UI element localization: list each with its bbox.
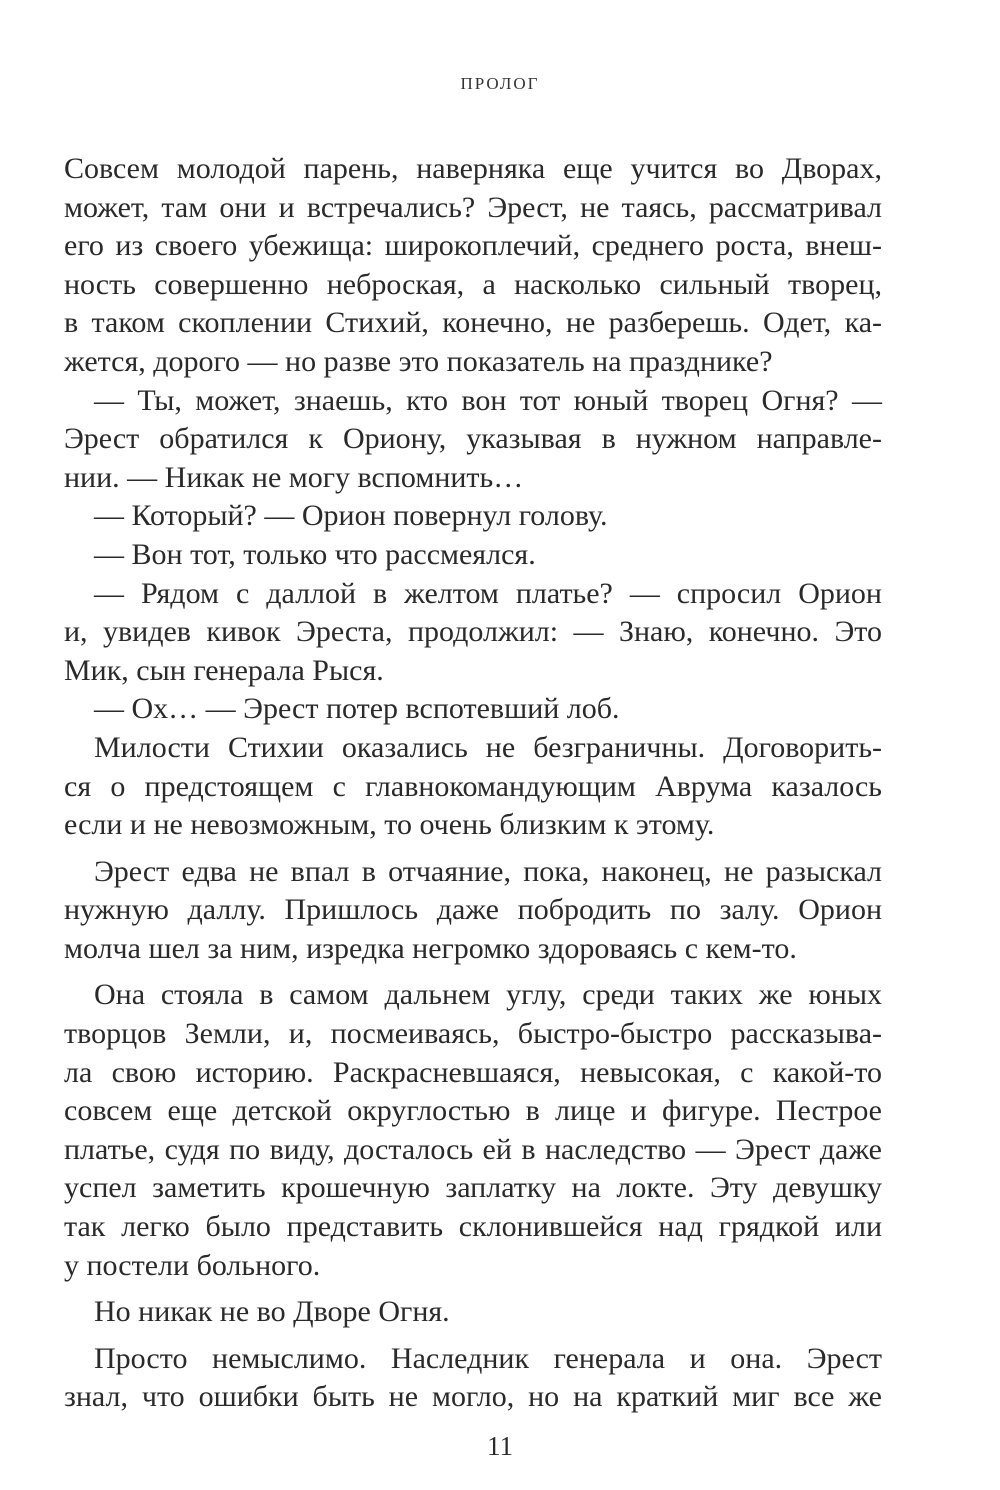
text-line: его из своего убежища: широкоплечий, среднего роста, внеш- xyxy=(64,229,882,263)
text-line: — Ох… — Эрест потер вспотевший лоб. xyxy=(94,692,620,726)
text-line: — Вон тот, только что рассмеялся. xyxy=(94,537,536,571)
text-line: ла свою историю. Раскрасневшаяся, невысокая, с какой-то xyxy=(64,1055,882,1089)
text-line: так легко было представить склонившейся над грядкой или xyxy=(64,1210,882,1244)
text-line: у постели больного. xyxy=(64,1248,321,1282)
text-line: — Который? — Орион повернул голову. xyxy=(94,499,608,533)
text-line: Эрест едва не впал в отчаяние, пока, наконец, не разыскал xyxy=(94,854,882,888)
text-line: — Ты, может, знаешь, кто вон тот юный творец Огня? — xyxy=(94,383,882,417)
text-line: молча шел за ним, изредка негромко здороваясь с кем-то. xyxy=(64,931,797,965)
text-line: Милости Стихии оказались не безграничны. Договорить- xyxy=(94,730,882,764)
text-line: Просто немыслимо. Наследник генерала и она. Эрест xyxy=(94,1341,882,1375)
text-line: творцов Земли, и, посмеиваясь, быстро-быстро рассказыва- xyxy=(64,1017,882,1051)
text-line: платье, судя по виду, досталось ей в наследство — Эрест даже xyxy=(64,1132,882,1166)
text-line: нужную даллу. Пришлось даже побродить по залу. Орион xyxy=(64,893,882,927)
text-line: жется, дорого — но разве это показатель на празднике? xyxy=(64,344,773,378)
page-number: 11 xyxy=(487,1431,513,1461)
text-line: Но никак не во Дворе Огня. xyxy=(94,1295,450,1329)
text-line: Эрест обратился к Ориону, указывая в нужном направле- xyxy=(64,422,882,456)
text-line: нии. — Никак не могу вспомнить… xyxy=(64,460,524,494)
text-line: ность совершенно неброская, а насколько сильный творец, xyxy=(64,267,882,301)
text-line: Мик, сын генерала Рыся. xyxy=(64,653,384,687)
body-text xyxy=(64,150,882,1417)
text-line: успел заметить крошечную заплатку на локте. Эту девушку xyxy=(64,1171,882,1205)
text-line: знал, что ошибки быть не могло, но на краткий миг все же xyxy=(64,1380,882,1414)
text-line: Совсем молодой парень, наверняка еще учится во Дворах, xyxy=(64,152,882,185)
text-line: если и не невозможным, то очень близким к этому. xyxy=(64,808,715,842)
text-line: совсем еще детской округлостью в лице и фигуре. Пестрое xyxy=(64,1094,882,1128)
text-line: Она стояла в самом дальнем углу, среди таких же юных xyxy=(94,978,882,1012)
text-line: в таком скоплении Стихий, конечно, не разберешь. Одет, ка- xyxy=(64,306,882,340)
text-line: может, там они и встречались? Эрест, не таясь, рассматривал xyxy=(64,190,882,224)
running-head: ПРОЛОГ xyxy=(460,74,540,93)
text-line: и, увидев кивок Эреста, продолжил: — Знаю, конечно. Это xyxy=(64,615,882,649)
text-line: ся о предстоящем с главнокомандующим Аврума казалось xyxy=(64,769,882,803)
text-line: — Рядом с даллой в желтом платье? — спросил Орион xyxy=(94,576,882,610)
